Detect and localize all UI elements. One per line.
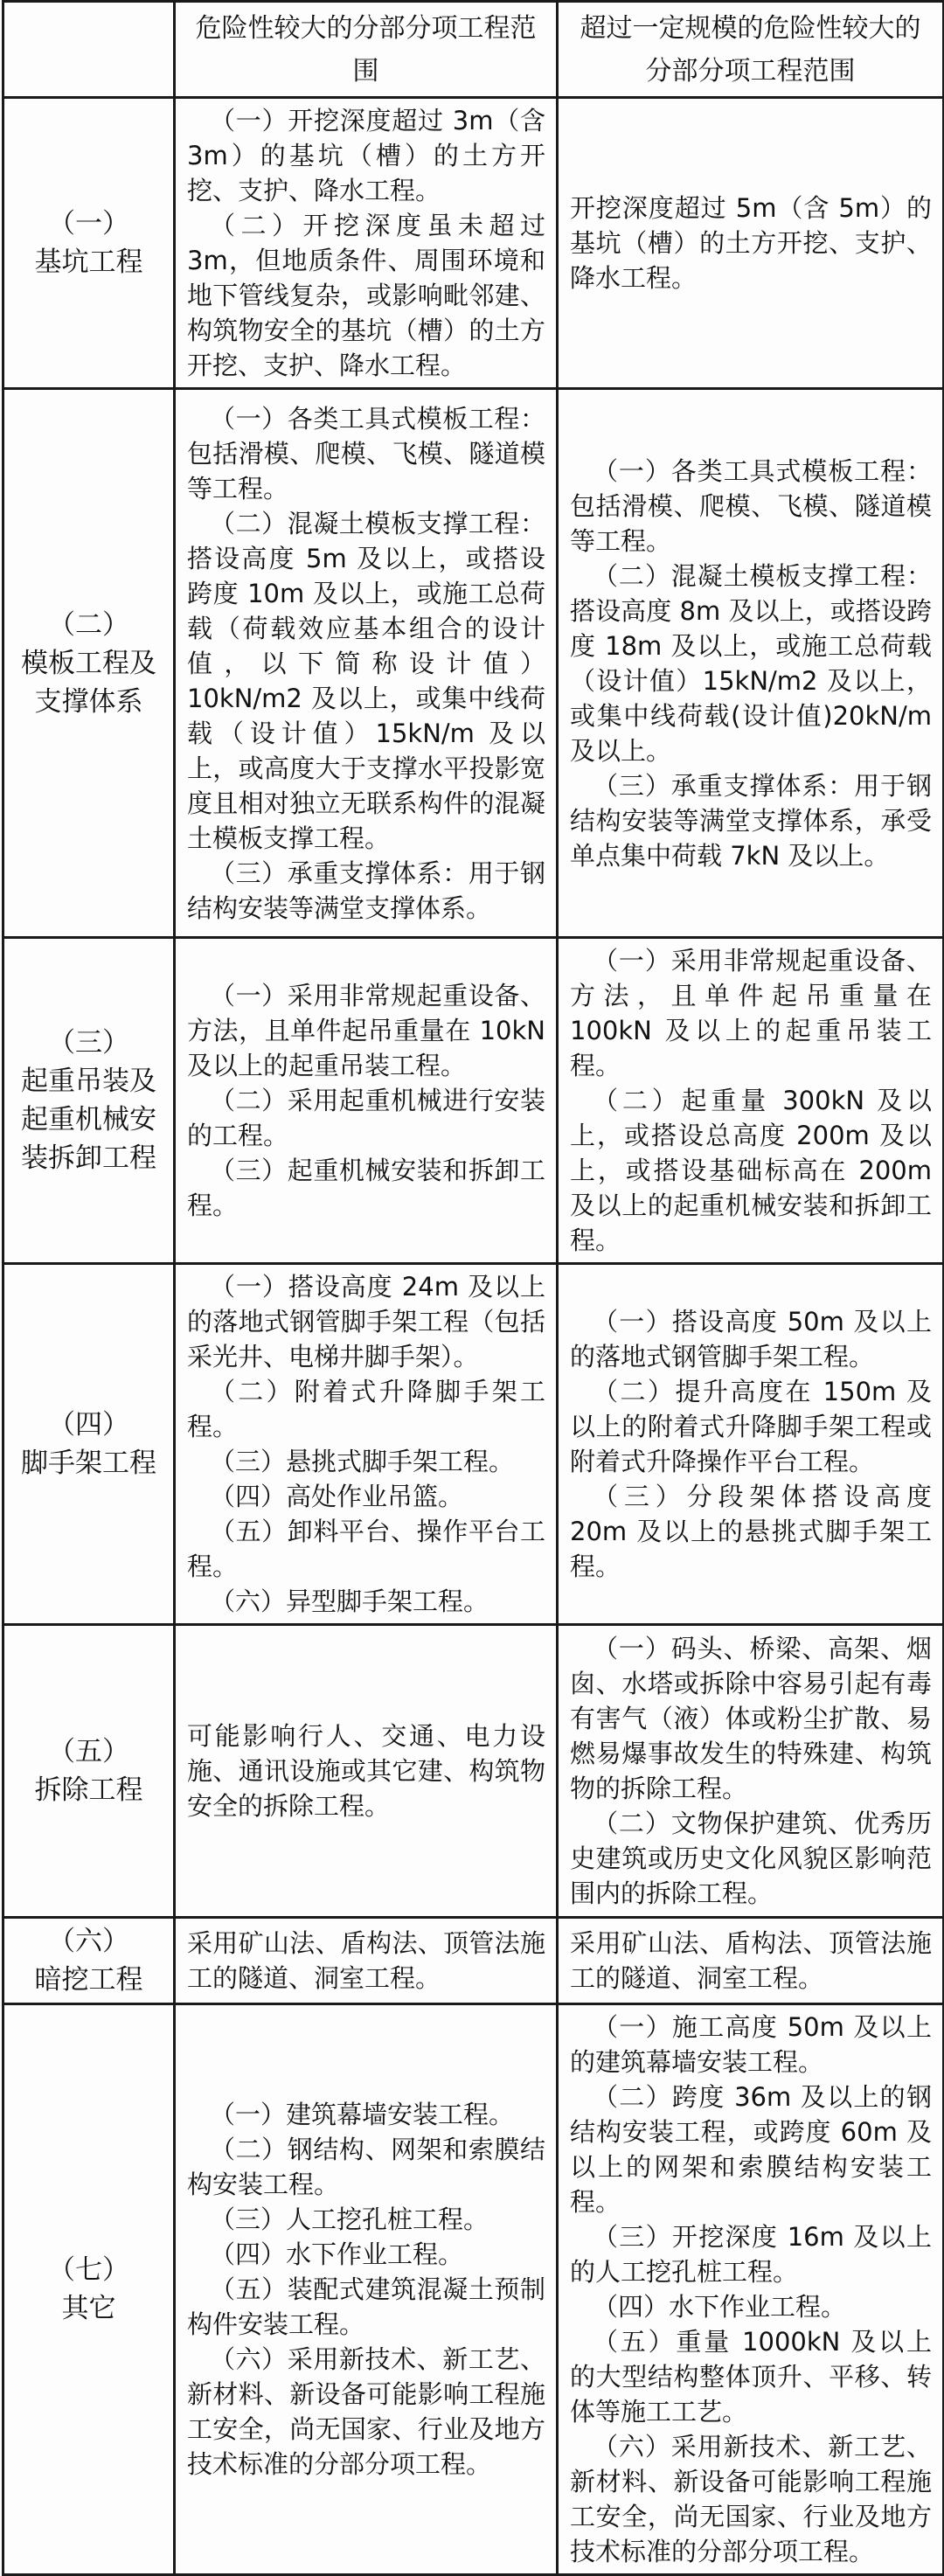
scope-cell bbox=[175, 1264, 558, 1625]
table-row bbox=[3, 2004, 944, 2575]
category-line: 其它 bbox=[61, 2293, 116, 2324]
over-scale-cell bbox=[558, 1918, 944, 2004]
over-scale-cell bbox=[558, 1264, 944, 1625]
over-scale-paragraph: （二）文物保护建筑、优秀历史建筑或历史文化风貌区影响范围内的拆除工程。 bbox=[570, 1809, 932, 1908]
scope-paragraph: （五）卸料平台、操作平台工程。 bbox=[187, 1517, 545, 1581]
scope-cell bbox=[175, 1625, 558, 1918]
category-line: 脚手架工程 bbox=[21, 1448, 156, 1479]
scope-paragraph: （四）高处作业吊篮。 bbox=[210, 1482, 464, 1511]
over-scale-cell bbox=[558, 2004, 944, 2575]
category-cell bbox=[3, 1625, 175, 1918]
scope-paragraph: （二）混凝土模板支撑工程：搭设高度 5m 及以上，或搭设跨度 10m 及以上，或施工总荷载（荷载效应基本组合的设计值，以下简称设计值）10kN/m2 及以上，或集中线荷载（设计值）15kN/m 及以上，或高度大于支撑水平投影宽度且相对独立无联系构件的混凝土模板支撑工程。 bbox=[187, 508, 545, 853]
category-line: 起重机械安 bbox=[21, 1104, 156, 1135]
category-line: 暗挖工程 bbox=[34, 1964, 143, 1996]
header-scope-cell: 危险性较大的分部分项工程范围 bbox=[175, 2, 558, 98]
category-line: 起重吊装及 bbox=[21, 1066, 156, 1097]
over-scale-paragraph: （六）采用新技术、新工艺、新材料、新设备可能影响工程施工安全，尚无国家、行业及地方技术标准的分部分项工程。 bbox=[570, 2432, 932, 2566]
scope-paragraph: （一）搭设高度 24m 及以上的落地式钢管脚手架工程（包括采光井、电梯井脚手架）。 bbox=[187, 1272, 545, 1371]
category-line: （五） bbox=[48, 1736, 129, 1767]
scope-cell bbox=[175, 2004, 558, 2575]
scope-paragraph: （二）采用起重机械进行安装的工程。 bbox=[187, 1086, 545, 1150]
scope-paragraph: （四）水下作业工程。 bbox=[210, 2239, 464, 2269]
category-cell bbox=[3, 2004, 175, 2575]
scope-paragraph: （三）起重机械安装和拆卸工程。 bbox=[187, 1156, 545, 1220]
scope-cell bbox=[175, 938, 558, 1264]
table-row bbox=[3, 1264, 944, 1625]
scope-paragraph: （一）采用非常规起重设备、方法，且单件起吊重量在 10kN 及以上的起重吊装工程。 bbox=[187, 981, 545, 1080]
scope-paragraph: 采用矿山法、盾构法、顶管法施工的隧道、洞室工程。 bbox=[187, 1928, 545, 1993]
scope-paragraph: （二）开挖深度虽未超过 3m，但地质条件、周围环境和地下管线复杂，或影响毗邻建、构筑物安全的基坑（槽）的土方开挖、支护、降水工程。 bbox=[187, 211, 545, 380]
header-over-scale-cell: 超过一定规模的危险性较大的分部分项工程范围 bbox=[558, 2, 944, 98]
table-row bbox=[3, 1625, 944, 1918]
scope-paragraph: （三）悬挑式脚手架工程。 bbox=[210, 1447, 515, 1476]
over-scale-paragraph: （一）施工高度 50m 及以上的建筑幕墙安装工程。 bbox=[570, 2012, 932, 2077]
over-scale-paragraph: （五）重量 1000kN 及以上的大型结构整体顶升、平移、转体等施工工艺。 bbox=[570, 2327, 932, 2427]
category-line: 拆除工程 bbox=[34, 1774, 143, 1806]
scope-cell bbox=[175, 1918, 558, 2004]
scope-paragraph: （二）钢结构、网架和索膜结构安装工程。 bbox=[187, 2135, 545, 2199]
over-scale-paragraph: （二）混凝土模板支撑工程：搭设高度 8m 及以上，或搭设跨度 18m 及以上，或施工总荷载（设计值）15kN/m2 及以上，或集中线荷载(设计值)20kN/m 及以上。 bbox=[570, 560, 932, 766]
category-cell bbox=[3, 938, 175, 1264]
over-scale-paragraph: （二）跨度 36m 及以上的钢结构安装工程，或跨度 60m 及以上的网架和索膜结构安装工程。 bbox=[570, 2082, 932, 2217]
hazardous-projects-table bbox=[2, 0, 944, 2576]
scope-paragraph: （一）各类工具式模板工程：包括滑模、爬模、飞模、隧道模等工程。 bbox=[187, 403, 545, 503]
category-line: （二） bbox=[48, 608, 129, 641]
table-row bbox=[3, 98, 944, 389]
category-line: （四） bbox=[48, 1409, 129, 1441]
over-scale-paragraph: （一）采用非常规起重设备、方法，且单件起吊重量在 100kN 及以上的起重吊装工程。 bbox=[570, 946, 932, 1080]
over-scale-paragraph: 开挖深度超过 5m（含 5m）的基坑（槽）的土方开挖、支护、降水工程。 bbox=[570, 193, 932, 293]
table-row bbox=[3, 389, 944, 938]
over-scale-paragraph: （一）各类工具式模板工程：包括滑模、爬模、飞模、隧道模等工程。 bbox=[570, 455, 932, 556]
scope-paragraph: （一）建筑幕墙安装工程。 bbox=[210, 2100, 515, 2129]
category-cell bbox=[3, 1264, 175, 1625]
scope-paragraph: （六）异型脚手架工程。 bbox=[210, 1587, 489, 1616]
category-cell bbox=[3, 1918, 175, 2004]
category-line: 基坑工程 bbox=[34, 246, 143, 278]
table-row bbox=[3, 938, 944, 1264]
scope-paragraph: （五）装配式建筑混凝土预制构件安装工程。 bbox=[187, 2274, 545, 2339]
over-scale-cell bbox=[558, 1625, 944, 1918]
scope-paragraph: （三）承重支撑体系：用于钢结构安装等满堂支撑体系。 bbox=[187, 858, 545, 923]
category-line: （六） bbox=[48, 1926, 129, 1957]
over-scale-paragraph: 采用矿山法、盾构法、顶管法施工的隧道、洞室工程。 bbox=[570, 1928, 932, 1993]
scope-paragraph: （三）人工挖孔桩工程。 bbox=[210, 2205, 489, 2234]
scope-paragraph: （一）开挖深度超过 3m（含 3m）的基坑（槽）的土方开挖、支护、降水工程。 bbox=[187, 106, 545, 205]
scope-cell bbox=[175, 98, 558, 389]
category-cell bbox=[3, 389, 175, 938]
over-scale-paragraph: （三）分段架体搭设高度 20m 及以上的悬挑式脚手架工程。 bbox=[570, 1482, 932, 1581]
category-line: 装拆卸工程 bbox=[21, 1142, 156, 1174]
category-line: （三） bbox=[48, 1027, 129, 1059]
scope-paragraph: （六）采用新技术、新工艺、新材料、新设备可能影响工程施工安全，尚无国家、行业及地方技术标准的分部分项工程。 bbox=[187, 2344, 545, 2479]
over-scale-cell bbox=[558, 98, 944, 389]
category-line: （一） bbox=[48, 208, 129, 240]
header-row bbox=[3, 2, 944, 98]
scope-paragraph: （二）附着式升降脚手架工程。 bbox=[187, 1377, 545, 1441]
over-scale-paragraph: （一）码头、桥梁、高架、烟囱、水塔或拆除中容易引起有毒有害气（液）体或粉尘扩散、易燃易爆事故发生的特殊建、构筑物的拆除工程。 bbox=[570, 1634, 932, 1803]
over-scale-paragraph: （二）起重量 300kN 及以上，或搭设总高度 200m 及以上，或搭设基础标高在 200m 及以上的起重机械安装和拆卸工程。 bbox=[570, 1086, 932, 1255]
category-line: 支撑体系 bbox=[34, 685, 143, 718]
category-line: 模板工程及 bbox=[21, 647, 156, 679]
over-scale-paragraph: （二）提升高度在 150m 及以上的附着式升降脚手架工程或附着式升降操作平台工程。 bbox=[570, 1377, 932, 1476]
over-scale-paragraph: （四）水下作业工程。 bbox=[593, 2292, 847, 2322]
category-line: （七） bbox=[48, 2254, 129, 2286]
category-cell bbox=[3, 98, 175, 389]
scope-cell bbox=[175, 389, 558, 938]
header-category-cell bbox=[3, 2, 175, 98]
over-scale-paragraph: （三）开挖深度 16m 及以上的人工挖孔桩工程。 bbox=[570, 2222, 932, 2287]
scope-paragraph: 可能影响行人、交通、电力设施、通讯设施或其它建、构筑物安全的拆除工程。 bbox=[187, 1721, 545, 1821]
table-row bbox=[3, 1918, 944, 2004]
over-scale-cell bbox=[558, 389, 944, 938]
over-scale-paragraph: （一）搭设高度 50m 及以上的落地式钢管脚手架工程。 bbox=[570, 1307, 932, 1371]
over-scale-cell bbox=[558, 938, 944, 1264]
over-scale-paragraph: （三）承重支撑体系：用于钢结构安装等满堂支撑体系，承受单点集中荷载 7kN 及以上。 bbox=[570, 770, 932, 871]
